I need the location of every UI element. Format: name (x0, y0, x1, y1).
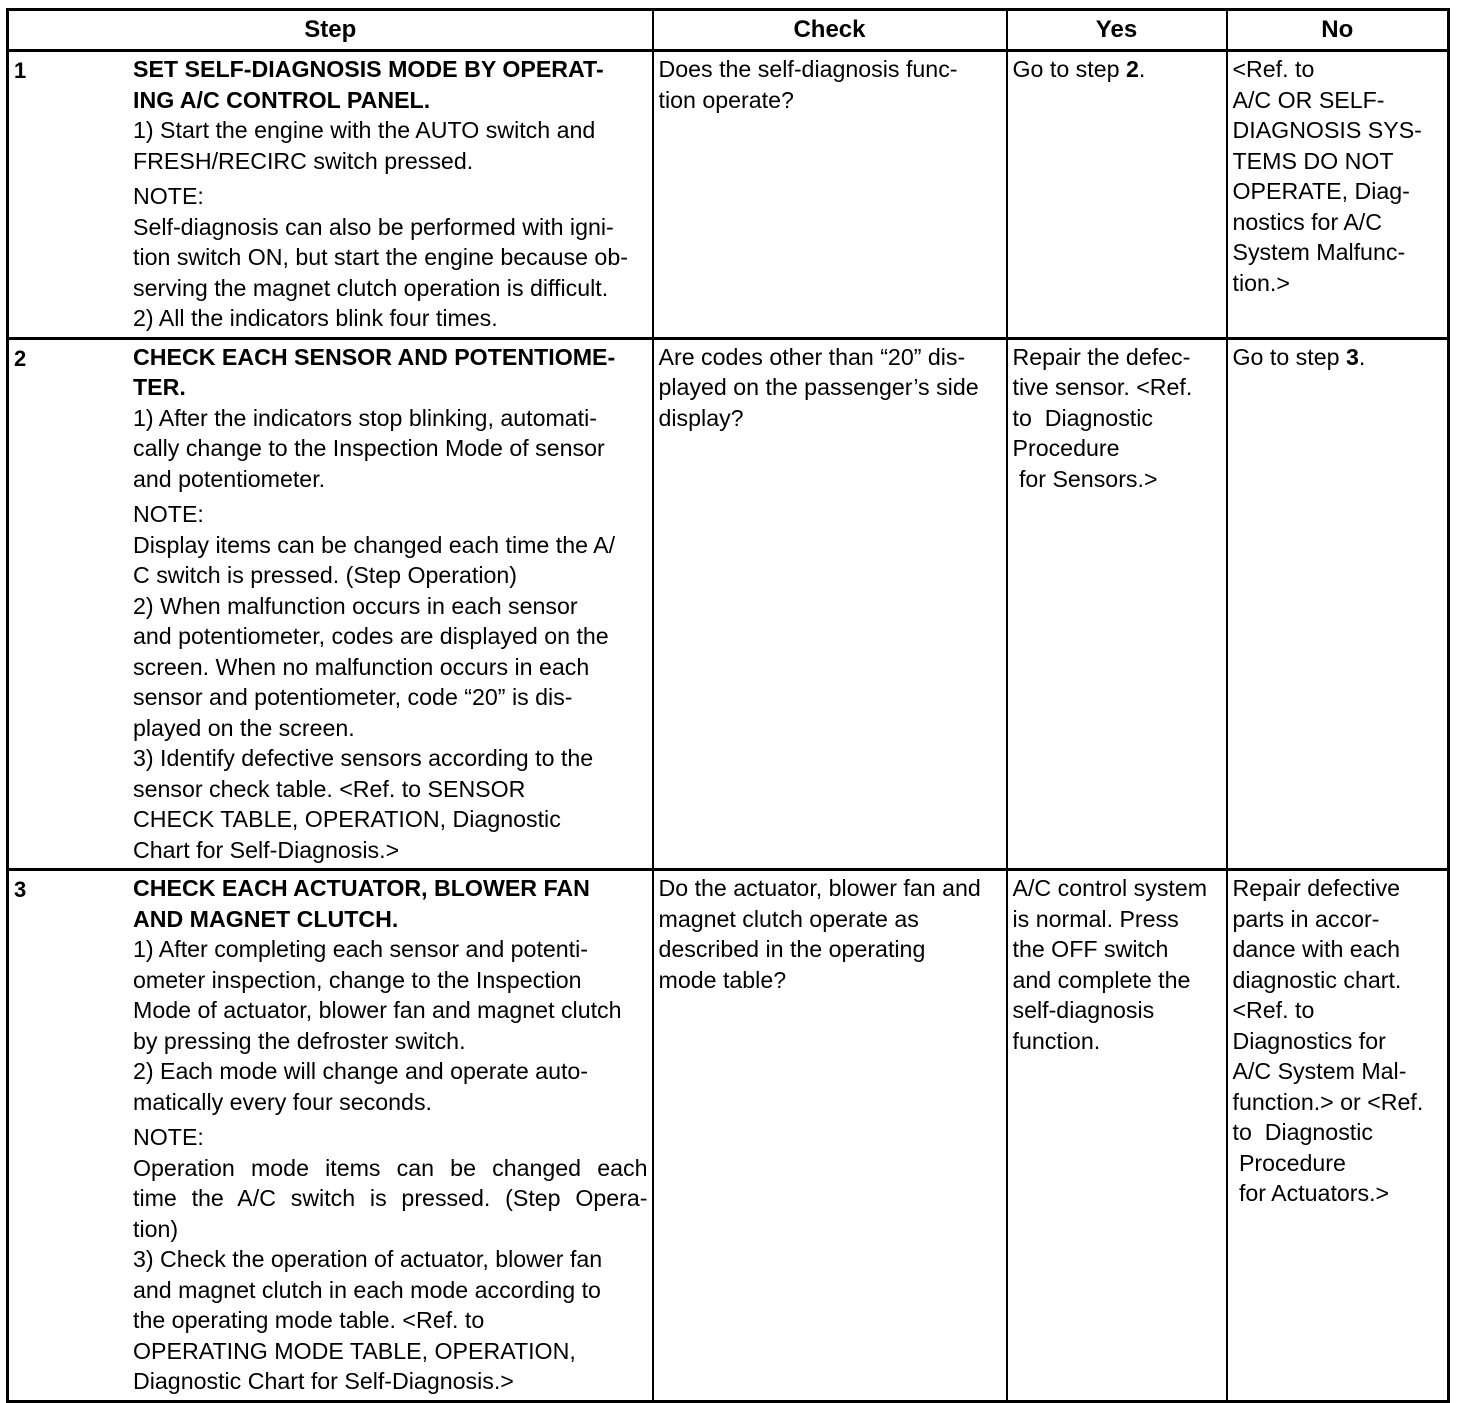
note-label: NOTE: (133, 1124, 204, 1150)
header-step: Step (8, 10, 653, 51)
no-cell: <Ref. to A/C OR SELF- DIAGNOSIS SYS- TEMS DO NOT OPERATE, Diag- nostics for A/C System Malfunc- tion.> (1227, 51, 1449, 339)
step-note: Display items can be changed each time the A/ C switch is pressed. (Step Operation) 2) When malfunction occurs in each sensor and potentiometer, codes are displayed on the screen. When no malfunction occurs in each sensor and potentiometer, code “20” is dis- played on the screen. 3) Identify defective sensors according to the sensor check table. <Ref. to SENSOR CHECK TABLE, OPERATION, Diagnostic Chart for Self-Diagnosis.> (133, 531, 616, 863)
yes-cell: Go to step 2. (1007, 51, 1227, 339)
step-link: 3 (1345, 343, 1359, 370)
check-cell: Does the self-diagnosis func- tion operate? (653, 51, 1007, 339)
step-note: Operation mode items can be changed each time the A/C switch is pressed. (Step Opera- tion) 3) Check the operation of actuator, blower fan and magnet clutch in each mode according to the operating mode table. <Ref. to OPERATING MODE TABLE, OPERATION, Diagnostic Chart for Self-Diagnosis.> (133, 1154, 648, 1394)
no-cell: Go to step 3. (1227, 338, 1449, 870)
step-cell (8, 338, 653, 870)
step-title: CHECK EACH ACTUATOR, BLOWER FAN AND MAGNET CLUTCH. (133, 875, 590, 932)
step-number: 3 (14, 877, 27, 902)
table-row (8, 870, 1449, 1402)
step-cell (8, 870, 653, 1402)
step-number: 1 (14, 58, 27, 83)
yes-cell: Repair the defec- tive sensor. <Ref. to Diagnostic Procedure for Sensors.> (1007, 338, 1227, 870)
step-title: CHECK EACH SENSOR AND POTENTIOME- TER. (133, 343, 616, 400)
check-cell: Are codes other than “20” dis- played on the passenger’s side display? (653, 338, 1007, 870)
table-row (8, 338, 1449, 870)
table-row (8, 51, 1449, 339)
step-cell (8, 51, 653, 339)
note-label: NOTE: (133, 183, 204, 209)
step-instructions: 1) Start the engine with the AUTO switch and FRESH/RECIRC switch pressed. (133, 117, 596, 174)
check-cell: Do the actuator, blower fan and magnet clutch operate as described in the operating mode table? (653, 870, 1007, 1402)
step-note: Self-diagnosis can also be performed with igni- tion switch ON, but start the engine because ob- serving the magnet clutch operation is difficult. 2) All the indicators blink four times. (133, 213, 628, 331)
header-no: No (1227, 10, 1449, 51)
step-instructions: 1) After completing each sensor and potenti- ometer inspection, change to the Inspection Mode of actuator, blower fan and magnet clutch by pressing the defroster switch. 2) Each mode will change and operate auto- matically every four seconds. (133, 936, 622, 1115)
header-row (8, 10, 1449, 51)
step-number: 2 (14, 345, 27, 371)
note-label: NOTE: (133, 501, 204, 527)
yes-cell: A/C control system is normal. Press the OFF switch and complete the self-diagnosis function. (1007, 870, 1227, 1402)
diagnostic-table (6, 8, 1450, 1403)
step-title: SET SELF-DIAGNOSIS MODE BY OPERAT- ING A/C CONTROL PANEL. (133, 56, 604, 113)
header-yes: Yes (1007, 10, 1227, 51)
no-cell: Repair defective parts in accor- dance with each diagnostic chart. <Ref. to Diagnostics for A/C System Mal- function.> or <Ref. to Diagnostic Procedure for Actuators.> (1227, 870, 1449, 1402)
step-link: 2 (1125, 56, 1139, 82)
step-instructions: 1) After the indicators stop blinking, automati- cally change to the Inspection Mode of sensor and potentiometer. (133, 404, 605, 492)
header-check: Check (653, 10, 1007, 51)
